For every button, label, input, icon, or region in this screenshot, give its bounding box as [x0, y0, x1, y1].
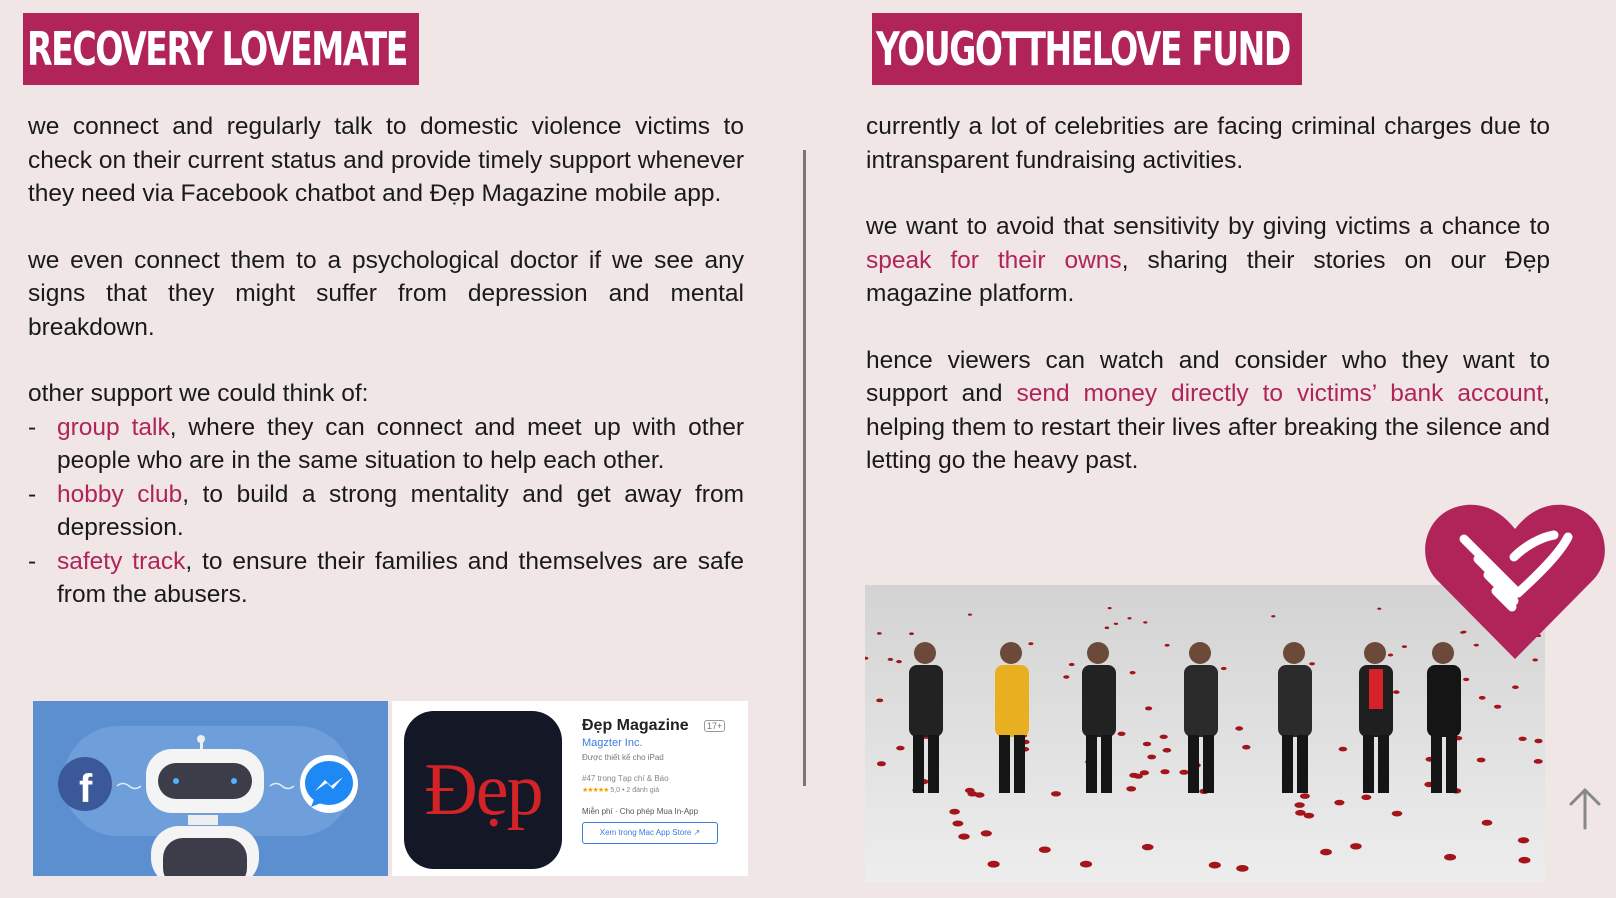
heart-hands-icon: [1422, 497, 1608, 661]
red-shoe: [965, 788, 975, 793]
left-paragraph-2: we even connect them to a psychological doctor if we see any signs that they might suffer from depression and mental breakdown.: [28, 246, 744, 341]
red-shoe: [1393, 690, 1400, 694]
p2-highlight: speak for their owns: [866, 246, 1122, 274]
left-column: [28, 110, 744, 612]
p3-text-a: hence viewers can watch and consider who they want to support and: [866, 346, 1550, 407]
ipad-note: Được thiết kế cho iPad: [582, 753, 664, 762]
red-shoe: [1069, 663, 1075, 666]
red-shoe: [909, 632, 914, 635]
red-shoe: [1108, 607, 1112, 609]
red-shoe: [1236, 865, 1248, 872]
red-shoe: [1147, 755, 1156, 760]
rating-text: 5,0 • 2 đánh giá: [610, 787, 660, 794]
red-shoe: [1242, 745, 1250, 750]
red-shoe: [1165, 644, 1170, 647]
recovery-lovemate-title: [23, 13, 419, 85]
red-shoe: [1028, 642, 1033, 645]
red-shoe: [949, 809, 960, 815]
red-shoe: [876, 699, 883, 703]
red-shoe: [1271, 615, 1275, 617]
messenger-icon: [300, 755, 358, 813]
list-item: [28, 545, 744, 612]
red-shoe: [1392, 811, 1403, 817]
red-shoe: [896, 660, 902, 663]
red-shoe: [1294, 802, 1304, 808]
red-shoe: [877, 761, 886, 766]
right-paragraph-1: currently a lot of celebrities are facing criminal charges due to intransparent fundraising activities.: [866, 113, 1550, 174]
red-shoe: [1235, 726, 1243, 730]
red-shoe: [1534, 739, 1542, 744]
red-shoe: [1512, 685, 1519, 689]
yougotthelove-fund-title: [872, 13, 1302, 85]
red-shoe: [1494, 705, 1501, 709]
red-shoe: [1039, 847, 1051, 853]
p2-text-b: , sharing their stories on our Đẹp magazine platform.: [866, 246, 1550, 307]
red-shoe: [1127, 617, 1131, 619]
facebook-icon: [58, 757, 112, 811]
list-item: [28, 478, 744, 545]
category-rank: #47 trong Tạp chí & Báo: [582, 774, 669, 783]
bullet-highlight: hobby club: [57, 480, 183, 508]
red-shoe: [1463, 678, 1469, 681]
right-paragraph-3: [866, 344, 1550, 478]
support-list: [28, 411, 744, 612]
red-shoe: [888, 658, 894, 661]
red-shoe: [1295, 810, 1306, 816]
red-shoe: [1051, 791, 1061, 796]
red-shoe: [1519, 737, 1527, 741]
red-shoe: [1209, 862, 1221, 869]
red-shoe: [1519, 857, 1531, 864]
red-shoe: [975, 792, 985, 797]
title-text: RECOVERY LOVEMATE: [27, 22, 407, 76]
app-name: Đẹp Magazine: [582, 717, 689, 734]
rating-stars: [582, 786, 659, 794]
red-shoe: [1534, 759, 1543, 764]
red-shoe: [958, 834, 969, 840]
developer-link[interactable]: Magzter Inc.: [582, 737, 643, 749]
svg-text:f: f: [79, 767, 93, 811]
star-icon: ★★★★★: [582, 787, 609, 794]
bullet-text: , where they can connect and meet up with other people who are in the same situation to help each other.: [57, 413, 744, 474]
red-shoe: [1388, 654, 1393, 657]
arrow-up-icon[interactable]: [1568, 786, 1602, 830]
right-column: [866, 110, 1550, 511]
red-shoe: [1309, 662, 1315, 665]
red-shoe: [1221, 667, 1227, 670]
red-shoe: [896, 746, 904, 751]
red-shoe: [1300, 793, 1310, 799]
red-shoe: [1145, 706, 1152, 710]
red-shoe: [981, 830, 992, 836]
view-in-mac-app-store-button[interactable]: Xem trong Mac App Store ↗: [582, 822, 718, 844]
red-shoe: [1518, 837, 1529, 843]
red-shoe: [1143, 621, 1147, 623]
red-shoe: [1080, 861, 1092, 868]
p3-highlight: send money directly to victims’ bank account: [1016, 380, 1544, 407]
title-text: YOUGOTTHELOVE FUND: [876, 22, 1290, 76]
red-shoe: [877, 632, 882, 635]
left-paragraph-1: we connect and regularly talk to domestic violence victims to check on their current status and provide timely support whenever they need via Facebook chatbot and Đẹp Magazine mobile app.: [28, 113, 744, 207]
red-shoe: [1444, 854, 1456, 861]
red-shoe: [1377, 608, 1381, 610]
price-text: Miễn phí · Cho phép Mua In-App: [582, 807, 699, 816]
red-shoe: [1163, 748, 1172, 753]
bullet-text: , to ensure their families and themselves are safe from the abusers.: [57, 547, 745, 608]
chatbot-illustration: [33, 701, 388, 876]
right-paragraph-2: [866, 210, 1550, 311]
red-shoe: [1118, 732, 1126, 736]
p2-text-a: we want to avoid that sensitivity by giving victims a chance to: [866, 213, 1550, 240]
p3-text-b: , helping them to restart their lives after breaking the silence and letting go the heavy past.: [866, 380, 1550, 474]
red-shoe: [1361, 795, 1371, 801]
dep-app-icon: [404, 711, 562, 869]
red-shoe: [1477, 758, 1486, 763]
list-item: [28, 411, 744, 478]
red-shoe: [1339, 747, 1348, 752]
bullet-highlight: group talk: [57, 413, 170, 441]
red-shoe: [1402, 645, 1407, 648]
red-shoe: [988, 861, 1000, 868]
red-shoe: [968, 614, 972, 616]
column-divider: [803, 150, 806, 786]
red-shoe: [1126, 786, 1136, 791]
red-shoe: [1320, 849, 1332, 856]
red-shoe: [1350, 843, 1362, 849]
app-store-card[interactable]: [392, 701, 748, 876]
red-shoe: [1130, 671, 1136, 674]
red-shoe: [1160, 769, 1169, 774]
red-shoe: [1143, 742, 1151, 747]
app-icon-text: Đẹp: [424, 748, 542, 831]
red-shoe: [952, 821, 963, 827]
red-shoe: [1179, 770, 1188, 775]
red-shoe: [1334, 800, 1344, 806]
red-shoe: [1482, 820, 1493, 826]
red-shoe: [1105, 627, 1110, 630]
red-shoe: [1479, 696, 1486, 700]
red-shoe: [1063, 675, 1069, 678]
robot-icon: [146, 735, 264, 876]
bullet-text: , to build a strong mentality and get away from depression.: [57, 480, 744, 541]
red-shoe: [1142, 844, 1154, 850]
red-shoe: [1114, 623, 1118, 625]
bullet-highlight: safety track: [57, 547, 186, 575]
age-rating-badge: 17+: [704, 720, 725, 732]
red-shoe: [1160, 735, 1168, 739]
red-shoe: [1129, 773, 1138, 778]
left-paragraph-3: other support we could think of:: [28, 380, 369, 407]
